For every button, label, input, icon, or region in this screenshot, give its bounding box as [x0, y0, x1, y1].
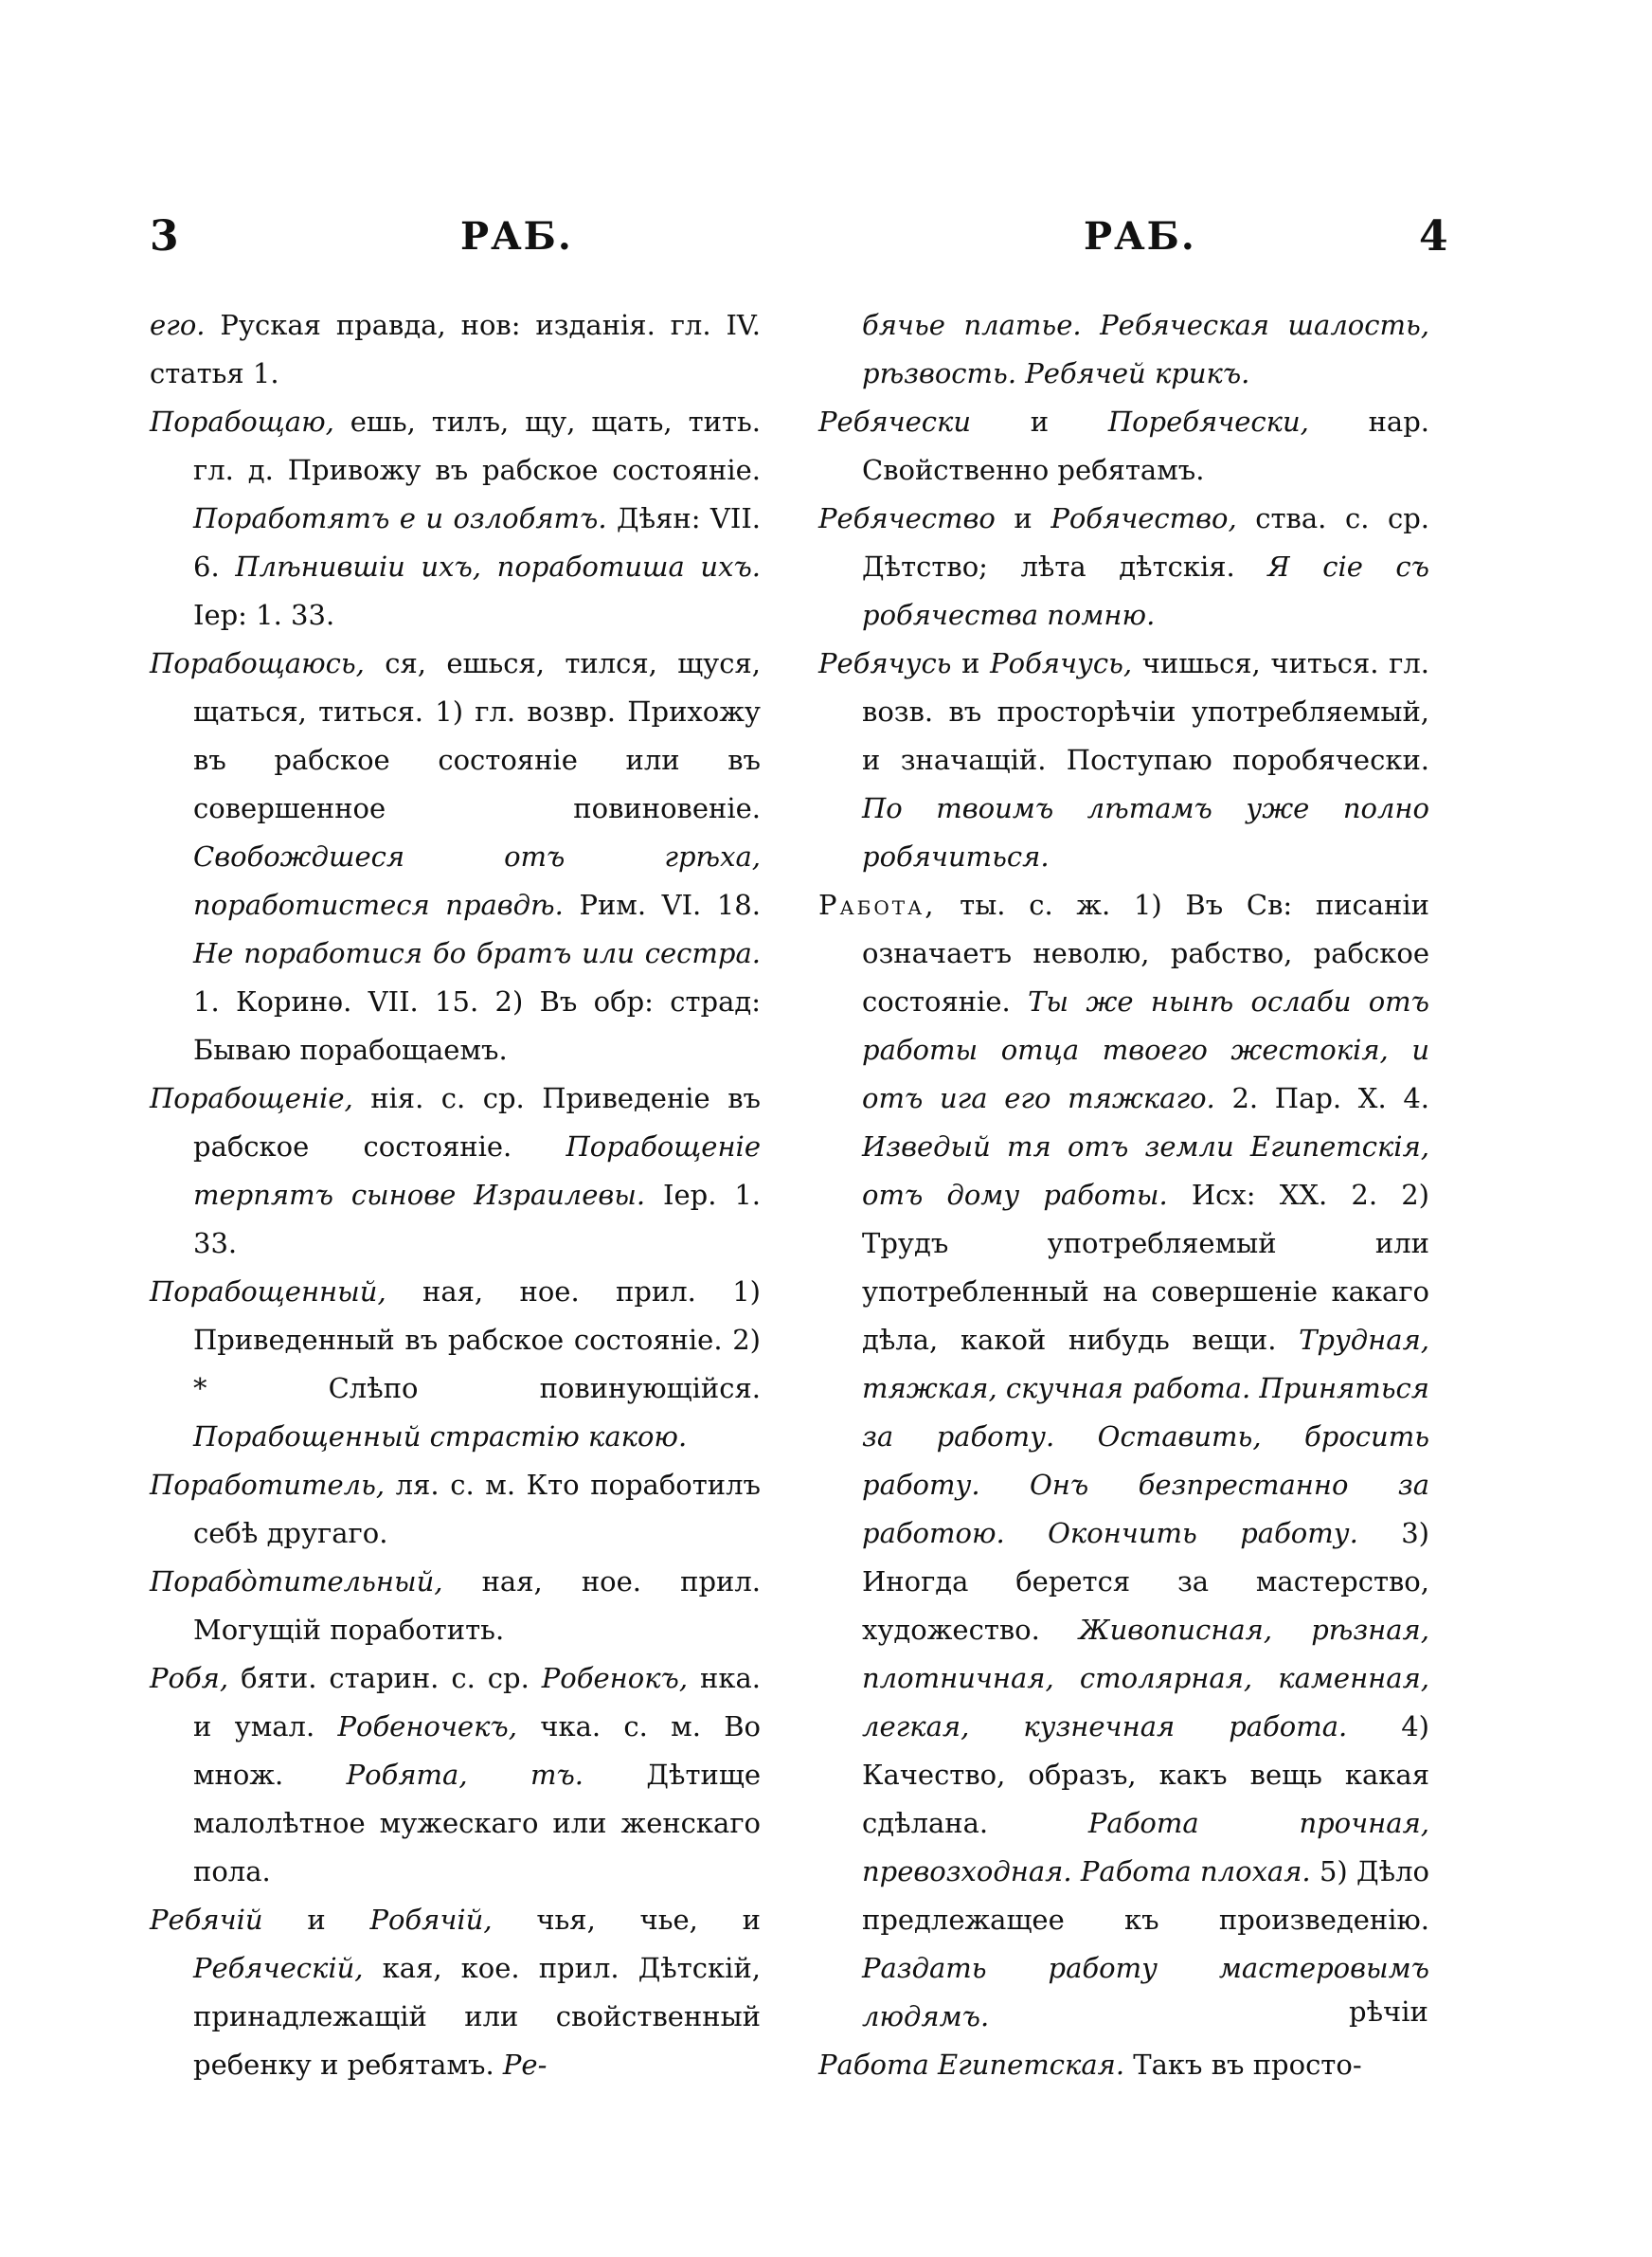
headword: Ребячество: [818, 502, 996, 534]
entry-poraboshchenie: Порабощеніе, нія. с. ср. Приведеніе въ рабское состояніе. Порабощеніе терпятъ сынове Израилевы. Іер. 1. 33.: [150, 1082, 761, 1259]
left-column: [150, 301, 761, 2089]
entry-rebyachestvo: Ребячество и Робячество, ства. с. ср. Дѣтство; лѣта дѣтскія. Я сіе съ робячества помню.: [818, 502, 1430, 631]
headword: Ребячусь: [818, 647, 952, 679]
headword: Порабощеніе,: [150, 1082, 353, 1114]
right-guide-word: РАБ.: [1084, 214, 1196, 259]
headword: Работа,: [818, 889, 937, 921]
entry-rabota-egipetskaya: Работа Египетская. Такъ въ просто-: [818, 2049, 1362, 2081]
entry-rabota: Работа, ты. с. ж. 1) Въ Св: писаніи означаетъ неволю, рабство, рабское состояніе. Ты же нынѣ ослаби отъ работы отца твоего жестокія, и отъ ига его тяжкаго. 2. Пар. X. 4. Изведый тя отъ земли Египетскія, отъ дому работы. Исх: XX. 2. 2) Трудъ употребляемый или употребленный на совершеніе какаго дѣла, какой нибудь вещи. Трудная, тяжкая, скучная работа. Приняться за работу. Оставить, бросить работу. Онъ безпрестанно за работою. Окончить работу. 3) Иногда берется за мастерство, художество. Живописная, рѣзная, плотничная, столярная, каменная, легкая, кузнечная работа. 4) Качество, образъ, какъ вещь какая сдѣлана. Работа прочная, превозходная. Работа плохая. 5) Дѣло предлежащее къ произведенію. Раздать работу мастеровымъ людямъ.: [818, 889, 1429, 2032]
entry-poraboshchayus: Порабощаюсь, ся, ешься, тился, щуся, щаться, титься. 1) гл. возвр. Прихожу въ рабское состояніе или въ совершенное повиновеніе. Свобождшеся отъ грѣха, поработистеся правдѣ. Рим. VI. 18. Не поработися бо братъ или сестра. 1. Коринѳ. VII. 15. 2) Въ обр: страд: Бываю порабощаемъ.: [150, 647, 761, 1066]
right-column: [818, 301, 1429, 2089]
headword: Порабощаю,: [150, 406, 334, 438]
headword: Порабо̀тительный,: [150, 1565, 443, 1598]
entry-continuation: его. Руская правда, нов: изданія. гл. IV. статья 1.: [150, 309, 761, 389]
headword: Работа Египетская.: [818, 2049, 1125, 2081]
entry-poraboshchennyy: Порабощенный, ная, ное. прил. 1) Приведенный въ рабское состояніе. 2) * Слѣпо повинующійся. Порабощенный страстію какою.: [150, 1275, 761, 1453]
entry-continuation: бячье платье. Ребяческая шалость, рѣзвость. Ребячей крикъ.: [862, 309, 1429, 389]
headword: Ребячески: [818, 406, 972, 438]
entry-rebyacheski: Ребячески и Поребячески, нар. Свойственно ребятамъ.: [818, 406, 1429, 486]
left-guide-word: РАБ.: [460, 214, 573, 259]
entry-porabotitel: Поработитель, ля. с. м. Кто поработилъ себѣ другаго.: [150, 1469, 761, 1549]
headword: Ребячій: [150, 1904, 263, 1936]
right-page-number: 4: [1419, 212, 1448, 261]
headword: Робя,: [150, 1662, 229, 1694]
headword: Порабощенный,: [150, 1275, 386, 1308]
entry-rebyachus: Ребячусь и Робячусь, чишься, читься. гл. возв. въ просторѣчіи употребляемый, и значащій. Поступаю поробячески. По твоимъ лѣтамъ уже полно робячиться.: [818, 647, 1429, 873]
page-header: [0, 208, 1652, 265]
left-page-number: 3: [150, 212, 179, 261]
headword: Поработитель,: [150, 1469, 386, 1501]
entry-robya: Робя, бяти. старин. с. ср. Робенокъ, нка. и умал. Робеночекъ, чка. с. м. Во множ. Робята, тъ. Дѣтище малолѣтное мужескаго или женскаго пола.: [150, 1662, 761, 1887]
entry-poraboshchayu: Порабощаю, ешь, тилъ, щу, щать, тить. гл. д. Привожу въ рабское состояніе. Поработятъ е и озлобятъ. Дѣян: VII. 6. Плѣнившіи ихъ, поработиша ихъ. Іер: 1. 33.: [150, 406, 762, 631]
entry-porabotitelnyy: Порабо̀тительный, ная, ное. прил. Могущій поработить.: [150, 1565, 761, 1646]
entry-rebyachiy: Ребячій и Робячій, чья, чье, и Ребяческій, кая, кое. прил. Дѣтскій, принадлежащій или свойственный ребенку и ребятамъ. Ре-: [150, 1904, 761, 2081]
headword: Порабощаюсь,: [150, 647, 365, 679]
catchword: рѣчіи: [1349, 1995, 1428, 2028]
